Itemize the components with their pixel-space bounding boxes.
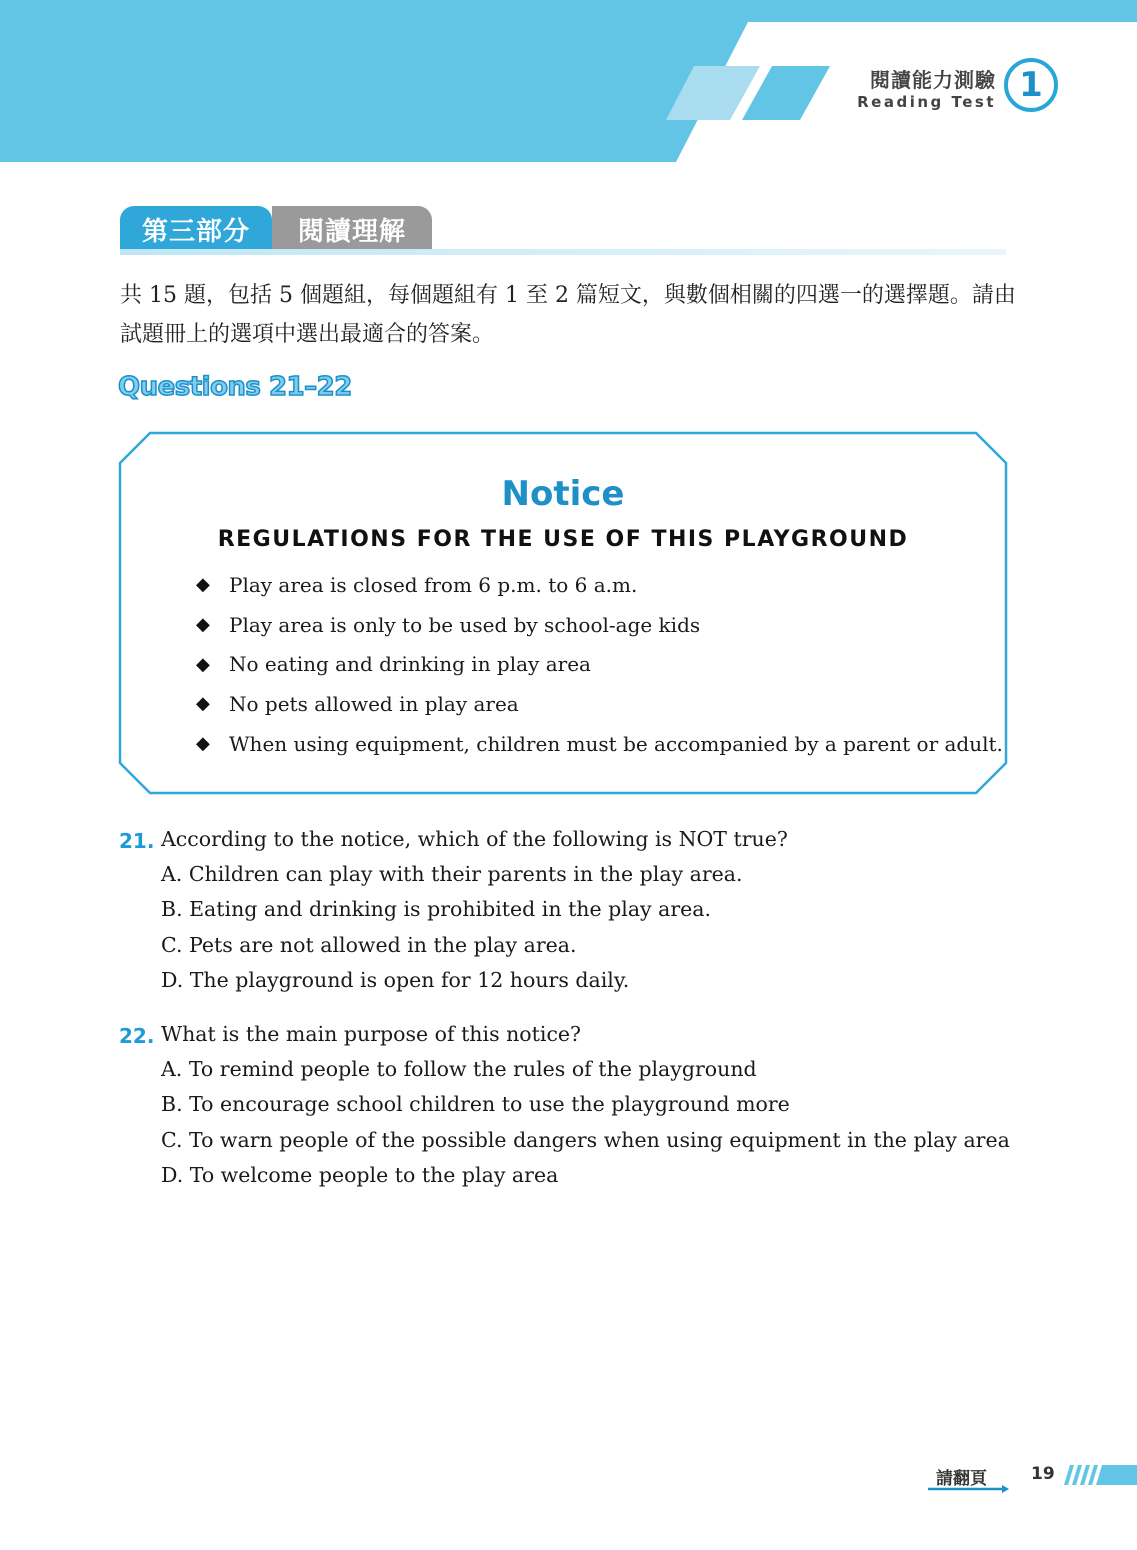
rule-text: No pets allowed in play area [229,691,519,716]
list-item [196,565,1003,605]
diamond-bullet-icon: ◆ [196,614,210,636]
section-instructions: 共 15 題，包括 5 個題組，每個題組有 1 至 2 篇短文，與數個相關的四選一的選擇題。請由試題冊上的選項中選出最適合的答案。 [120,283,1016,347]
question-22-option-b: B. To encourage school children to use the playground more [161,1092,790,1116]
test-number-badge: 1 [1004,58,1058,112]
question-21-option-a: A. Children can play with their parents in the play area. [161,862,743,886]
turn-page-label: 請翻頁 [936,1469,987,1489]
question-21-option-d: D. The playground is open for 12 hours daily. [161,968,630,992]
section-name-tab: 閱讀理解 [272,206,432,252]
diamond-bullet-icon: ◆ [196,693,210,715]
question-22-option-a: A. To remind people to follow the rules of the playground [161,1057,757,1081]
diamond-bullet-icon: ◆ [196,653,210,675]
arrow-right-icon [928,1484,1010,1494]
list-item [196,724,1003,764]
question-21-option-c: C. Pets are not allowed in the play area. [161,933,577,957]
rule-text: No eating and drinking in play area [229,652,591,677]
list-item [196,605,1003,645]
notice-subtitle: REGULATIONS FOR THE USE OF THIS PLAYGROUND [217,527,909,552]
section-underline [120,249,1006,255]
footer-stripes-decoration [1064,1465,1137,1485]
notice-rules-list [196,565,1003,763]
list-item [196,644,1003,684]
question-21-number: 21. [119,829,155,853]
question-22-option-d: D. To welcome people to the play area [161,1163,559,1187]
question-22-number: 22. [119,1024,155,1048]
header-title-chinese: 閱讀能力測驗 [870,68,996,92]
question-22-option-c: C. To warn people of the possible dangers when using equipment in the play area [161,1128,1010,1152]
header-title-english: Reading Test [857,93,996,111]
section-part-tab: 第三部分 [120,206,272,252]
notice-title: Notice [501,474,625,514]
question-21-option-b: B. Eating and drinking is prohibited in the play area. [161,897,712,921]
question-22-stem: What is the main purpose of this notice? [161,1022,582,1046]
page-number: 19 [1031,1464,1055,1484]
rule-text: Play area is only to be used by school-age kids [229,612,701,637]
questions-heading: Questions 21–22 [118,372,352,402]
rule-text: When using equipment, children must be accompanied by a parent or adult. [229,731,1003,756]
diamond-bullet-icon: ◆ [196,733,210,755]
list-item [196,684,1003,724]
rule-text: Play area is closed from 6 p.m. to 6 a.m. [229,572,638,597]
question-21-stem: According to the notice, which of the following is NOT true? [161,827,788,851]
diamond-bullet-icon: ◆ [196,574,210,596]
